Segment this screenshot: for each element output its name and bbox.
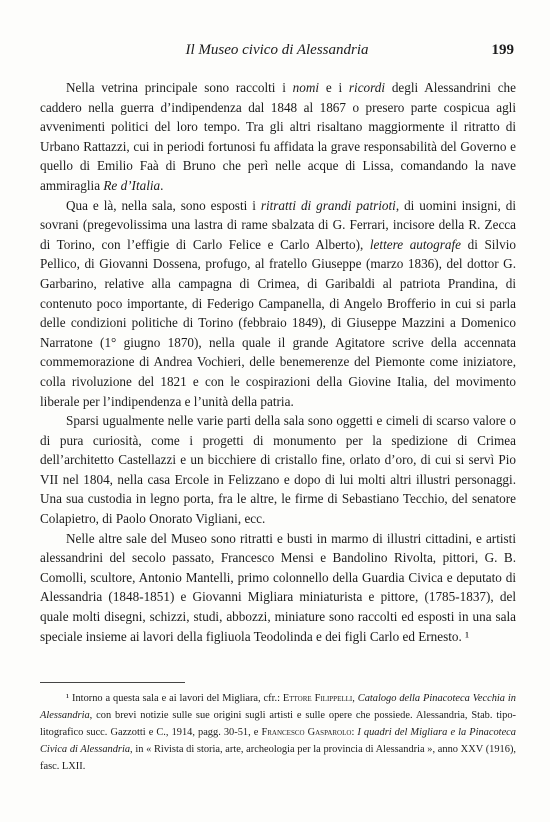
text-run: Nelle altre sale del Museo sono ritratti e busti in marmo di illustri cittadini, e artisti alessandrini del secolo passato, Francesco Mensi e Bandolino Rivolta, pittori, G. B. Comolli, scultore, Antonio Mantelli, primo colonnello della Guardia Civica e deputato di Alessandria (1848-1851) e Giovanni Migliara miniaturista e pittore, (1785-1837), del quale molti disegni, schizzi, studi, abbozzi, miniature sono raccolti ed esposti in una sala speciale insieme ai lavori della figliuola Teodolinda e dei figli Carlo ed Ernesto. xyxy=(40,530,516,644)
text-run: , xyxy=(352,693,358,704)
running-title: Il Museo civico di Alessandria xyxy=(185,42,369,58)
text-run: : xyxy=(351,727,358,738)
italic-run: ricordi xyxy=(348,80,386,95)
text-run: degli Alessandrini che caddero nella guerra d’indipendenza dal 1848 al 1867 o presero parte cospicua agli avvenimenti politici del loro tempo. Tra gli altri risaltano maggiormente il ritratto di Urbano Rattazzi, cui in periodi fortunosi fu affidata la grave responsabilità del Governo e quello di Emilio Faà di Bruno che perì nelle acque di Lissa, comandando la nave ammiraglia xyxy=(40,80,516,193)
italic-run: Re d’Italia xyxy=(103,177,161,193)
author-name: Francesco Gasparolo xyxy=(261,727,352,738)
text-run: e i xyxy=(319,80,349,95)
text-run: Sparsi ugualmente nelle varie parti della sala sono oggetti e cimeli di scarso valore o di pura curiosità, come i progetti di monumento per la spedizione di Crimea dell’architetto Castellazzi e un bicchiere di cristallo fine, orlato d’oro, di cui si servì Pio VII nel 1804, nella casa Ercole in Felizzano e dopo di lui molti altri illustri personaggi. Una sua custodia in legno porta, fra le altre, le firme di Sebastiano Tecchio, del senatore Colapietro, di Paolo Onorato Vigliani, ecc. xyxy=(40,413,516,527)
text-run: , con brevi notizie sulle sue origini sugli artisti e sulle opere che possiede. Alessandria, Stab. tipo-litografico succ. Gazzotti e C., 1914, pagg. 30-51, e xyxy=(40,710,516,738)
italic-run: lettere autografe xyxy=(369,236,461,252)
paragraph xyxy=(40,78,516,196)
text-run: Nella vetrina principale sono raccolti i xyxy=(66,80,293,95)
footnote-divider xyxy=(40,682,185,683)
italic-run: ritratti di grandi patrioti xyxy=(260,197,396,213)
body-text xyxy=(40,78,516,646)
paragraph xyxy=(40,411,516,529)
page-number: 199 xyxy=(491,42,514,58)
footnote xyxy=(40,690,516,775)
page-header xyxy=(40,42,514,64)
paragraph xyxy=(40,196,516,412)
italic-run: Catalogo della Pinacoteca Vecchia in Alessandria xyxy=(40,693,516,721)
author-name: Ettore Filippelli xyxy=(282,693,353,704)
text-run: , di uomini insigni, di sovrani (pregevolissima una lastra di rame sbalzata di G. Ferrari, incisore della R. Zecca di Torino, con l’effigie di Carlo Felice e Carlo Alberto), xyxy=(40,197,516,252)
text-run: , in « Rivista di storia, arte, archeologia per la provincia di Alessandria », anno XXV (1916), fasc. LXII. xyxy=(40,744,516,772)
paragraph xyxy=(40,529,516,647)
italic-run: I quadri del Migliara e la Pinacoteca Civica di Alessandria xyxy=(40,727,516,755)
italic-run: nomi xyxy=(292,80,320,95)
text-run: di Silvio Pellico, di Giovanni Dossena, profugo, al fratello Giuseppe (marzo 1836), del dottor G. Garbarino, relative alla campagna di Crimea, di Garibaldi al patriota Prandina, di contenuto poco importante, di Federigo Campanella, di Angelo Brofferio in cui si parla delle condizioni politiche di Torino (febbraio 1849), di Giuseppe Mazzini a Domenico Narratone (1° giugno 1870), nella quale il grande Agitatore scrive della accennata commemorazione di Andrea Vochieri, delle benemerenze del Piemonte come iniziatore, colla rivoluzione del 1821 e con le cospirazioni della Giovine Italia, del movimento liberale per l’indipendenza e l’unità della patria. xyxy=(40,236,516,409)
text-run: ¹ Intorno a questa sala e ai lavori del Migliara, cfr.: xyxy=(66,693,283,704)
text-run: Qua e là, nella sala, sono esposti i xyxy=(66,197,261,213)
text-run: . xyxy=(160,177,164,193)
footnote-marker: ¹ xyxy=(465,628,470,644)
